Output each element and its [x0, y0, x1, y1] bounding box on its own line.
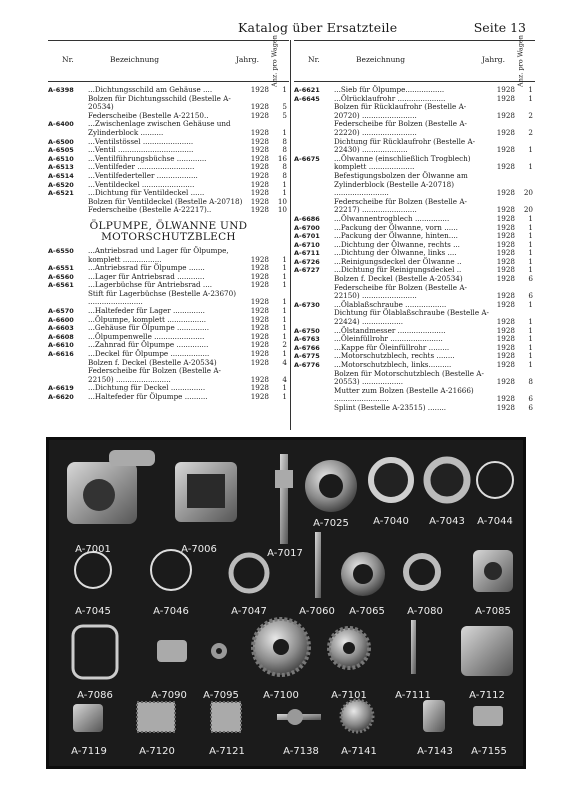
part-description: Federscheibe (Bestelle A-22150.. [88, 110, 209, 120]
part-description: Bolzen für Rücklaufrohr (Bestelle A-20720) ........................ [334, 102, 467, 120]
part-year: 1928 [496, 334, 515, 344]
part-year: 1928 [496, 394, 515, 404]
part-quantity: 4 [282, 374, 287, 384]
part-number: A-6710 [294, 240, 320, 249]
part-quantity: 1 [528, 360, 533, 369]
header-bezeichnung: Bezeichnung [110, 55, 160, 64]
part-year: 1928 [250, 196, 269, 206]
part-year: 1928 [496, 299, 515, 309]
parts-row [294, 120, 535, 137]
part-year: 1928 [250, 110, 269, 120]
part-description: ...Motorschutzblech, rechts ........ [334, 351, 455, 361]
part-photo-label: A-7111 [395, 690, 431, 701]
part-photo-label: A-7112 [469, 690, 505, 701]
bolt-image [277, 709, 321, 725]
part-quantity: 1 [282, 331, 287, 341]
header-jahrg: Jahrg. [235, 55, 259, 64]
part-photo-label: A-7119 [71, 746, 107, 757]
part-year: 1928 [250, 102, 269, 112]
part-year: 1928 [250, 357, 269, 367]
part-description: ...Ölwannentrogblech ............... [334, 213, 450, 223]
part-quantity: 20 [523, 188, 533, 198]
part-quantity: 5 [282, 102, 287, 112]
part-year: 1928 [250, 179, 269, 189]
part-year: 1928 [250, 263, 269, 273]
part-number: A-6400 [48, 120, 74, 129]
part-year: 1928 [496, 325, 515, 335]
part-description: Federscheibe für Bolzen (Bestelle A-22217) ........................ [334, 196, 467, 215]
parts-photograph [46, 437, 526, 769]
part-description: ...Packung der Ölwanne, hinten.... [334, 231, 458, 241]
coil-image [73, 704, 103, 732]
gear-small-image [329, 628, 369, 668]
part-year: 1928 [250, 127, 269, 137]
part-description: ...Motorschutzblech, links.......... [334, 360, 452, 369]
part-year: 1928 [496, 402, 515, 412]
page-number: Seite 13 [473, 20, 526, 35]
header-bezeichnung: Bezeichnung [356, 55, 406, 64]
part-number: A-6711 [294, 249, 320, 258]
part-photo-label: A-7046 [153, 606, 189, 617]
part-description: Mutter zum Bolzen (Bestelle A-21666) ........................ [334, 385, 474, 404]
header-jahrg: Jahrg. [481, 55, 505, 64]
part-description: ...Antriebsrad für Ölpumpe ....... [88, 263, 205, 273]
parts-row [48, 393, 289, 402]
part-year: 1928 [496, 93, 515, 103]
column-divider [290, 40, 291, 430]
part-number: A-6616 [48, 350, 74, 359]
part-photo-label: A-7120 [139, 746, 175, 757]
part-description: Bolzen f. Deckel (Bestelle A-20534) [88, 357, 217, 367]
part-quantity: 1 [528, 342, 533, 352]
part-year: 1928 [250, 162, 269, 172]
part-description: ...Ölablaßschraube .................. [334, 299, 447, 309]
parts-row [48, 247, 289, 264]
left-parts-list-a [48, 82, 289, 215]
part-year: 1928 [496, 291, 515, 301]
part-description: Stift für Lagerbüchse (Bestelle A-23670) ........................ [88, 288, 237, 307]
part-photo-label: A-7086 [77, 690, 113, 701]
part-quantity: 1 [528, 299, 533, 309]
snap-ring-image [477, 462, 513, 498]
roller-2-image [211, 702, 241, 732]
part-number: A-6619 [48, 384, 74, 393]
parts-row [294, 370, 535, 387]
part-photo-label: A-7101 [331, 690, 367, 701]
part-description: ...Ölpumpenwelle ...................... [88, 331, 205, 341]
part-year: 1928 [496, 256, 515, 266]
nut-image [211, 643, 227, 659]
part-quantity: 1 [528, 213, 533, 223]
part-photo-label: A-7138 [283, 746, 319, 757]
part-quantity: 6 [528, 274, 533, 284]
part-number: A-6621 [294, 86, 320, 94]
part-photo-label: A-7040 [373, 516, 409, 527]
gasket-image [73, 626, 117, 678]
part-description: ...Dichtung der Ölwanne, links .... [334, 248, 457, 258]
part-year: 1928 [250, 349, 269, 359]
part-number: A-6766 [294, 343, 320, 352]
header-nr: Nr. [308, 55, 320, 64]
right-parts-list [294, 82, 535, 413]
part-description: ...Dichtung für Reinigungsdeckel .. [334, 265, 462, 275]
part-quantity: 1 [528, 93, 533, 103]
bearing-image [305, 460, 357, 512]
part-number: A-6608 [48, 332, 74, 341]
part-year: 1928 [250, 205, 269, 215]
part-quantity: 1 [282, 314, 287, 324]
part-description: Splint (Bestelle A-23515) ........ [334, 402, 447, 412]
ring-2-image [151, 550, 191, 590]
part-photo-label: A-7121 [209, 746, 245, 757]
part-quantity: 1 [528, 325, 533, 335]
bushing-image [406, 556, 438, 588]
part-quantity: 2 [528, 110, 533, 120]
part-number: A-6520 [48, 180, 74, 189]
part-year: 1928 [250, 392, 269, 401]
part-quantity: 1 [528, 265, 533, 275]
part-number: A-6398 [48, 86, 74, 94]
part-quantity: 1 [282, 271, 287, 281]
part-quantity: 1 [282, 85, 287, 94]
page-header [48, 20, 526, 38]
part-photo-label: A-7045 [75, 606, 111, 617]
part-quantity: 1 [528, 256, 533, 266]
part-quantity: 5 [282, 110, 287, 120]
part-year: 1928 [250, 314, 269, 324]
part-year: 1928 [250, 297, 269, 307]
part-description: Befestigungsbolzen der Ölwanne am Zylinderblock (Bestelle A-20718) ........................ [334, 170, 468, 198]
part-number: A-6750 [294, 326, 320, 335]
right-column [294, 35, 535, 430]
part-quantity: 2 [528, 127, 533, 137]
pin-image [411, 620, 416, 674]
part-description: ...Dichtung für Ventildeckel ...... [88, 188, 205, 198]
part-quantity: 1 [528, 162, 533, 172]
parts-photo-artwork [49, 440, 523, 766]
part-number: A-6776 [294, 361, 320, 369]
parts-row [294, 138, 535, 155]
shaft-image [275, 454, 293, 544]
part-year: 1928 [496, 360, 515, 369]
part-quantity: 10 [277, 196, 287, 206]
gear-3-image [341, 700, 373, 732]
left-parts-list-b [48, 247, 289, 402]
seal-ring-2-image [427, 460, 467, 500]
part-year: 1928 [250, 153, 269, 163]
part-description: ...Gehäuse für Ölpumpe .............. [88, 323, 209, 333]
part-quantity: 1 [282, 392, 287, 401]
part-description: Bolzen für Dichtungsschild (Bestelle A-20534) [88, 93, 231, 112]
part-number: A-6727 [294, 266, 320, 275]
part-description: ...Ventilfederteller .................. [88, 170, 198, 180]
part-description: ...Ventilfeder ......................... [88, 162, 195, 172]
part-photo-label: A-7155 [471, 746, 507, 757]
part-quantity: 1 [528, 145, 533, 155]
part-quantity: 1 [282, 179, 287, 189]
parts-row [48, 95, 289, 112]
part-number: A-6701 [294, 232, 320, 241]
part-quantity: 1 [282, 297, 287, 307]
part-year: 1928 [250, 85, 269, 94]
part-description: ...Dichtung für Deckel ............... [88, 383, 206, 393]
part-year: 1928 [250, 331, 269, 341]
clip-image [473, 706, 503, 726]
part-number: A-6686 [294, 214, 320, 223]
ring-3-image [231, 555, 267, 591]
part-description: ...Ventilstössel ...................... [88, 136, 194, 146]
part-quantity: 1 [528, 248, 533, 258]
part-number: A-6726 [294, 257, 320, 266]
part-description: Federscheibe für Bolzen (Bestelle A-22220) ........................ [334, 119, 467, 137]
part-description: Dichtung für Rücklaufrohr (Bestelle A-22430) .................... [334, 136, 476, 155]
part-photo-label: A-7085 [475, 606, 511, 617]
part-year: 1928 [496, 188, 515, 198]
part-description: ...Antriebsrad und Lager für Ölpumpe, komplett ................. [88, 245, 229, 264]
part-description: Bolzen für Motorschutzblech (Bestelle A-20553) .................. [334, 368, 484, 387]
part-description: Federscheibe für Bolzen (Bestelle A-22150) ........................ [334, 282, 467, 301]
part-quantity: 1 [528, 222, 533, 232]
part-number: A-6610 [48, 341, 74, 350]
part-quantity: 6 [528, 402, 533, 412]
part-year: 1928 [250, 188, 269, 198]
header-anz: Anz. pro Wagen [516, 35, 525, 87]
part-quantity: 1 [528, 317, 533, 327]
part-description: Bolzen für Ventildeckel (Bestelle A-20718) [88, 196, 243, 206]
gear-cluster-image [461, 626, 513, 676]
part-description: ...Dichtungsschild am Gehäuse .... [88, 85, 213, 94]
part-number: A-6730 [294, 300, 320, 309]
part-photo-label: A-7090 [151, 690, 187, 701]
part-quantity: 8 [282, 145, 287, 155]
part-year: 1928 [496, 231, 515, 241]
part-year: 1928 [250, 374, 269, 384]
part-quantity: 8 [282, 162, 287, 172]
part-description: ...Haltefeder für Lager .............. [88, 306, 205, 316]
part-quantity: 8 [528, 377, 533, 387]
part-year: 1928 [496, 205, 515, 215]
parts-row [294, 155, 535, 172]
part-quantity: 20 [523, 205, 533, 215]
part-description: Dichtung für Ölablaßschraube (Bestelle A-22424) .................. [334, 308, 489, 327]
part-quantity: 1 [282, 188, 287, 198]
part-photo-label: A-7143 [417, 746, 453, 757]
part-number: A-6505 [48, 146, 74, 155]
part-number: A-6510 [48, 154, 74, 163]
part-quantity: 1 [282, 349, 287, 359]
part-quantity: 2 [282, 340, 287, 350]
part-year: 1928 [250, 145, 269, 155]
part-description: Federscheibe (Bestelle A-22217).. [88, 205, 212, 215]
gear-large-image [253, 619, 309, 675]
parts-row [294, 284, 535, 301]
part-photo-label: A-7141 [341, 746, 377, 757]
part-number: A-6521 [48, 189, 74, 198]
part-description: ...Kappe für Öleinfüllrohr ......... [334, 342, 450, 352]
part-description: ...Ölpumpe, komplett ................. [88, 314, 207, 324]
part-quantity: 1 [282, 127, 287, 137]
part-quantity: 16 [277, 153, 287, 163]
catalog-title: Katalog über Ersatzteile [238, 20, 398, 35]
part-description: Bolzen f. Deckel (Bestelle A-20534) [334, 274, 463, 284]
part-year: 1928 [250, 340, 269, 350]
part-description: ...Sieb für Ölpumpe................. [334, 85, 445, 94]
part-description: ...Haltefeder für Ölpumpe .......... [88, 392, 208, 401]
part-quantity: 10 [277, 205, 287, 215]
part-description: ...Lager für Antriebsrad ............ [88, 271, 205, 281]
part-number: A-6550 [48, 246, 74, 255]
part-photo-label: A-7025 [313, 518, 349, 529]
part-quantity: 6 [528, 291, 533, 301]
part-number: A-6561 [48, 281, 74, 290]
left-table-header [48, 35, 289, 87]
part-quantity: 8 [282, 170, 287, 180]
small-part-image [157, 640, 187, 662]
part-description: ...Ölstandmesser ..................... [334, 325, 446, 335]
pump-housing-image [67, 450, 155, 524]
part-description: ...Ölrücklaufrohr ..................... [334, 93, 446, 103]
part-quantity: 1 [528, 231, 533, 241]
part-year: 1928 [496, 377, 515, 387]
right-table-header [294, 35, 535, 87]
part-description: ...Ölwanne (einschließlich Trogblech) komplett .................... [334, 153, 471, 172]
part-description: ...Packung der Ölwanne, vorn ...... [334, 222, 458, 232]
part-quantity: 1 [528, 351, 533, 361]
part-year: 1928 [496, 248, 515, 258]
part-photo-label: A-7001 [75, 544, 111, 555]
part-quantity: 1 [282, 383, 287, 393]
part-number: A-6603 [48, 324, 74, 333]
part-number: A-6700 [294, 223, 320, 232]
bracket-image [473, 550, 513, 592]
part-number: A-6560 [48, 272, 74, 281]
roller-image [137, 702, 175, 732]
part-photo-label: A-7095 [203, 690, 239, 701]
part-description: ...Öleinfüllrohr ....................... [334, 334, 443, 344]
part-year: 1928 [496, 162, 515, 172]
part-photo-label: A-7047 [231, 606, 267, 617]
part-year: 1928 [496, 317, 515, 327]
part-quantity: 1 [528, 334, 533, 344]
part-photo-label: A-7065 [349, 606, 385, 617]
part-number: A-6570 [48, 307, 74, 316]
part-quantity: 1 [282, 280, 287, 290]
part-year: 1928 [250, 254, 269, 264]
part-quantity: 1 [282, 323, 287, 333]
part-year: 1928 [250, 306, 269, 316]
part-year: 1928 [496, 274, 515, 284]
part-year: 1928 [250, 323, 269, 333]
part-year: 1928 [250, 383, 269, 393]
part-year: 1928 [496, 213, 515, 223]
parts-row [48, 120, 289, 137]
part-number: A-6675 [294, 154, 320, 163]
parts-row [294, 387, 535, 404]
parts-row [48, 206, 289, 215]
left-column [48, 35, 289, 430]
bearing-2-image [341, 552, 385, 596]
part-description: ...Zahnrad für Ölpumpe .............. [88, 340, 209, 350]
parts-row [294, 198, 535, 215]
part-quantity: 6 [528, 394, 533, 404]
part-year: 1928 [496, 222, 515, 232]
part-description: ...Deckel für Ölpumpe ................. [88, 349, 210, 359]
parts-row [48, 367, 289, 384]
part-quantity: 4 [282, 357, 287, 367]
part-photo-label: A-7080 [407, 606, 443, 617]
part-number: A-6551 [48, 264, 74, 273]
part-year: 1928 [496, 145, 515, 155]
part-description: ...Lagerbüchse für Antriebsrad .... [88, 280, 213, 290]
part-description: ...Ventilführungsbüchse ............. [88, 153, 207, 163]
part-number: A-6620 [48, 393, 74, 401]
part-description: Federscheibe für Bolzen (Bestelle A-22150) ........................ [88, 366, 221, 384]
rod-image [315, 532, 321, 598]
sleeve-image [423, 700, 445, 732]
part-description: ...Ventil ................................. [88, 145, 194, 155]
part-quantity: 1 [282, 306, 287, 316]
header-nr: Nr. [62, 55, 74, 64]
parts-row [294, 309, 535, 326]
part-year: 1928 [496, 127, 515, 137]
part-year: 1928 [250, 280, 269, 290]
part-quantity: 1 [282, 254, 287, 264]
part-year: 1928 [496, 351, 515, 361]
part-description: ...Reinigungsdeckel der Ölwanne .. [334, 256, 462, 266]
part-photo-label: A-7006 [181, 544, 217, 555]
part-description: ...Ventildeckel ....................... [88, 179, 195, 189]
part-number: A-6500 [48, 137, 74, 146]
part-photo-label: A-7017 [267, 548, 303, 559]
parts-row [294, 172, 535, 198]
part-year: 1928 [496, 85, 515, 94]
parts-row [48, 290, 289, 307]
part-number: A-6513 [48, 163, 74, 172]
part-photo-label: A-7044 [477, 516, 513, 527]
part-quantity: 8 [282, 136, 287, 146]
part-description: ...Zwischenlage zwischen Gehäuse und Zylinderblock .......... [88, 119, 231, 137]
part-year: 1928 [250, 170, 269, 180]
part-year: 1928 [496, 342, 515, 352]
part-year: 1928 [496, 239, 515, 249]
part-quantity: 1 [528, 239, 533, 249]
part-number: A-6600 [48, 315, 74, 324]
part-description: ...Dichtung der Ölwanne, rechts ... [334, 239, 460, 249]
parts-row [294, 404, 535, 413]
part-photo-label: A-7043 [429, 516, 465, 527]
part-quantity: 1 [282, 263, 287, 273]
pump-body-image [175, 462, 237, 522]
part-year: 1928 [496, 265, 515, 275]
part-quantity: 1 [528, 85, 533, 94]
part-number: A-6514 [48, 171, 74, 180]
ring-1-image [75, 552, 111, 588]
part-year: 1928 [250, 271, 269, 281]
seal-ring-image [371, 460, 411, 500]
part-year: 1928 [496, 110, 515, 120]
section-title: ÖLPUMPE, ÖLWANNE UND MOTORSCHUTZBLECH [89, 219, 248, 244]
part-number: A-6645 [294, 94, 320, 103]
part-photo-label: A-7060 [299, 606, 335, 617]
parts-row [294, 103, 535, 120]
part-number: A-6775 [294, 352, 320, 361]
part-photo-label: A-7100 [263, 690, 299, 701]
part-year: 1928 [250, 136, 269, 146]
part-number: A-6763 [294, 335, 320, 344]
header-anz: Anz. pro Wagen [270, 35, 279, 87]
